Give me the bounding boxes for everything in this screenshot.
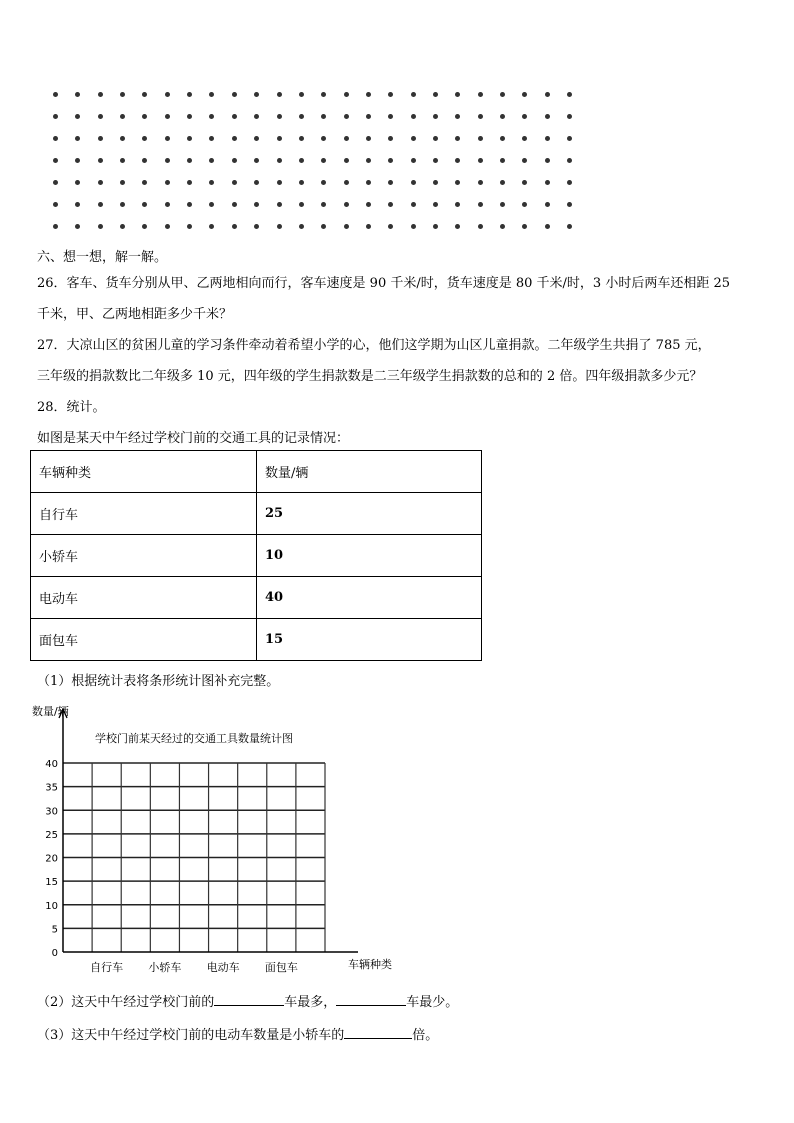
table-row bbox=[31, 493, 482, 535]
question-28-intro: 如图是某天中午经过学校门前的交通工具的记录情况： bbox=[37, 431, 350, 446]
grid-dot bbox=[254, 180, 259, 185]
grid-dot bbox=[545, 224, 550, 229]
grid-dot bbox=[187, 158, 192, 163]
grid-dot bbox=[545, 92, 550, 97]
grid-dot bbox=[455, 136, 460, 141]
grid-dot bbox=[98, 114, 103, 119]
cell-type: 面包车 bbox=[31, 619, 257, 661]
grid-dot bbox=[232, 224, 237, 229]
grid-dot bbox=[165, 224, 170, 229]
grid-dot bbox=[254, 114, 259, 119]
x-tick-label: 面包车 bbox=[264, 961, 298, 974]
answer-blank-least[interactable] bbox=[336, 993, 406, 1006]
grid-dot bbox=[455, 224, 460, 229]
grid-dot bbox=[344, 158, 349, 163]
grid-dot bbox=[142, 158, 147, 163]
sub2-text-b: 车最多， bbox=[284, 995, 337, 1010]
grid-dot bbox=[299, 158, 304, 163]
grid-dot bbox=[142, 114, 147, 119]
grid-dot bbox=[388, 136, 393, 141]
sub2-text-a: （2）这天中午经过学校门前的 bbox=[37, 995, 215, 1010]
grid-dot bbox=[254, 202, 259, 207]
sub3-text-a: （3）这天中午经过学校门前的电动车数量是小轿车的 bbox=[37, 1028, 345, 1043]
grid-dot bbox=[478, 202, 483, 207]
grid-dot bbox=[254, 158, 259, 163]
question-26-line1: 26．客车、货车分别从甲、乙两地相向而行，客车速度是 90 千米/时，货车速度是 80 千米/时，3 小时后两车还相距 25 bbox=[37, 276, 730, 291]
grid-dot bbox=[75, 114, 80, 119]
y-axis-label: 数量/辆 bbox=[32, 705, 69, 718]
grid-dot bbox=[165, 202, 170, 207]
y-tick-label: 20 bbox=[45, 853, 58, 865]
grid-dot bbox=[53, 114, 58, 119]
grid-dot bbox=[455, 114, 460, 119]
grid-dot bbox=[120, 136, 125, 141]
grid-dot bbox=[522, 224, 527, 229]
grid-dot bbox=[388, 180, 393, 185]
grid-dot bbox=[478, 92, 483, 97]
question-27-line2: 三年级的捐款数比二年级多 10 元，四年级的学生捐款数是二三年级学生捐款数的总和的 2 倍。四年级捐款多少元？ bbox=[37, 369, 703, 384]
grid-dot bbox=[344, 202, 349, 207]
sub-question-1: （1）根据统计表将条形统计图补充完整。 bbox=[37, 674, 280, 689]
sub2-text-c: 车最少。 bbox=[406, 995, 459, 1010]
grid-dot bbox=[120, 202, 125, 207]
grid-dot bbox=[455, 180, 460, 185]
grid-dot bbox=[232, 202, 237, 207]
grid-dot bbox=[187, 180, 192, 185]
table-header-row bbox=[31, 451, 482, 493]
grid-dot bbox=[299, 202, 304, 207]
grid-dot bbox=[411, 180, 416, 185]
answer-blank-times[interactable] bbox=[344, 1026, 412, 1039]
grid-dot bbox=[187, 224, 192, 229]
grid-dot bbox=[567, 202, 572, 207]
grid-dot bbox=[277, 180, 282, 185]
grid-dot bbox=[277, 202, 282, 207]
grid-dot bbox=[411, 136, 416, 141]
grid-dot bbox=[321, 136, 326, 141]
grid-dot bbox=[75, 136, 80, 141]
vehicle-table bbox=[30, 450, 482, 661]
grid-dot bbox=[98, 202, 103, 207]
grid-dot bbox=[567, 92, 572, 97]
x-tick-label: 自行车 bbox=[90, 961, 124, 974]
grid-dot bbox=[366, 136, 371, 141]
grid-dot bbox=[545, 158, 550, 163]
sub3-text-b: 倍。 bbox=[412, 1028, 439, 1043]
grid-dot bbox=[433, 136, 438, 141]
grid-dot bbox=[545, 180, 550, 185]
grid-dot bbox=[75, 158, 80, 163]
grid-dot bbox=[187, 136, 192, 141]
cell-type: 小轿车 bbox=[31, 535, 257, 577]
grid-dot bbox=[500, 158, 505, 163]
grid-dot bbox=[299, 92, 304, 97]
grid-dot bbox=[321, 224, 326, 229]
chart-title: 学校门前某天经过的交通工具数量统计图 bbox=[95, 732, 293, 745]
grid-dot bbox=[567, 158, 572, 163]
grid-dot bbox=[411, 114, 416, 119]
grid-dot bbox=[522, 180, 527, 185]
y-tick-label: 25 bbox=[45, 829, 58, 841]
grid-dot bbox=[254, 136, 259, 141]
grid-dot bbox=[567, 114, 572, 119]
grid-dot bbox=[433, 202, 438, 207]
grid-dot bbox=[142, 224, 147, 229]
grid-dot bbox=[411, 158, 416, 163]
grid-dot bbox=[165, 92, 170, 97]
grid-dot bbox=[344, 114, 349, 119]
grid-dot bbox=[75, 224, 80, 229]
grid-dot bbox=[165, 136, 170, 141]
grid-dot bbox=[321, 114, 326, 119]
grid-dot bbox=[98, 224, 103, 229]
grid-dot bbox=[209, 180, 214, 185]
grid-dot bbox=[120, 114, 125, 119]
grid-dot bbox=[277, 136, 282, 141]
table-row bbox=[31, 535, 482, 577]
grid-dot bbox=[232, 92, 237, 97]
grid-dot bbox=[321, 158, 326, 163]
grid-dot bbox=[53, 224, 58, 229]
question-26-line2: 千米，甲、乙两地相距多少千米？ bbox=[37, 307, 233, 322]
grid-dot bbox=[254, 92, 259, 97]
grid-dot bbox=[142, 136, 147, 141]
grid-dot bbox=[187, 92, 192, 97]
grid-dot bbox=[98, 92, 103, 97]
grid-dot bbox=[254, 224, 259, 229]
grid-dot bbox=[232, 136, 237, 141]
grid-dot bbox=[567, 136, 572, 141]
grid-dot bbox=[75, 92, 80, 97]
grid-dot bbox=[98, 180, 103, 185]
grid-dot bbox=[53, 92, 58, 97]
cell-count: 10 bbox=[257, 535, 482, 577]
grid-dot bbox=[388, 158, 393, 163]
y-tick-label: 5 bbox=[51, 924, 58, 936]
y-tick-label: 15 bbox=[45, 877, 58, 889]
grid-dot bbox=[120, 158, 125, 163]
y-tick-label: 40 bbox=[45, 759, 58, 770]
grid-dot bbox=[522, 92, 527, 97]
grid-dot bbox=[388, 92, 393, 97]
grid-dot bbox=[433, 114, 438, 119]
section-title: 六、想一想，解一解。 bbox=[37, 250, 168, 265]
grid-dot bbox=[53, 136, 58, 141]
grid-dot bbox=[567, 180, 572, 185]
grid-dot bbox=[411, 92, 416, 97]
grid-dot bbox=[545, 114, 550, 119]
grid-dot bbox=[299, 114, 304, 119]
y-tick-label: 10 bbox=[45, 900, 58, 912]
grid-dot bbox=[500, 224, 505, 229]
grid-dot bbox=[142, 202, 147, 207]
grid-dot bbox=[120, 180, 125, 185]
grid-dot bbox=[277, 158, 282, 163]
grid-dot bbox=[500, 92, 505, 97]
grid-dot bbox=[277, 224, 282, 229]
grid-dot bbox=[366, 92, 371, 97]
grid-dot bbox=[277, 114, 282, 119]
header-type: 车辆种类 bbox=[31, 451, 257, 493]
bar-chart bbox=[0, 690, 420, 980]
grid-dot bbox=[344, 224, 349, 229]
grid-dot bbox=[433, 180, 438, 185]
grid-dot bbox=[232, 180, 237, 185]
table-row bbox=[31, 619, 482, 661]
grid-dot bbox=[433, 224, 438, 229]
grid-dot bbox=[522, 158, 527, 163]
grid-dot bbox=[522, 114, 527, 119]
grid-dot bbox=[142, 92, 147, 97]
grid-dot bbox=[321, 202, 326, 207]
grid-dot bbox=[142, 180, 147, 185]
grid-dot bbox=[209, 114, 214, 119]
grid-dot bbox=[366, 202, 371, 207]
grid-dot bbox=[455, 158, 460, 163]
grid-dot bbox=[388, 114, 393, 119]
y-tick-label: 0 bbox=[51, 948, 58, 959]
grid-dot bbox=[209, 136, 214, 141]
y-tick-label: 35 bbox=[45, 782, 58, 794]
question-28-title: 28．统计。 bbox=[37, 400, 106, 415]
grid-dot bbox=[187, 202, 192, 207]
grid-dot bbox=[187, 114, 192, 119]
grid-dot bbox=[232, 158, 237, 163]
sub-question-2 bbox=[37, 991, 458, 1010]
cell-type: 自行车 bbox=[31, 493, 257, 535]
grid-dot bbox=[455, 92, 460, 97]
grid-dot bbox=[366, 114, 371, 119]
grid-dot bbox=[478, 136, 483, 141]
grid-dot bbox=[478, 224, 483, 229]
grid-dot bbox=[388, 224, 393, 229]
grid-dot bbox=[75, 202, 80, 207]
grid-dot bbox=[120, 92, 125, 97]
grid-dot bbox=[344, 180, 349, 185]
grid-dot bbox=[53, 158, 58, 163]
grid-dot bbox=[433, 158, 438, 163]
cell-count: 15 bbox=[257, 619, 482, 661]
cell-count: 25 bbox=[257, 493, 482, 535]
grid-dot bbox=[120, 224, 125, 229]
grid-dot bbox=[500, 114, 505, 119]
grid-dot bbox=[411, 224, 416, 229]
grid-dot bbox=[500, 202, 505, 207]
grid-dot bbox=[209, 202, 214, 207]
grid-dot bbox=[522, 136, 527, 141]
grid-dot bbox=[299, 180, 304, 185]
grid-dot bbox=[165, 114, 170, 119]
grid-dot bbox=[321, 92, 326, 97]
grid-dot bbox=[455, 202, 460, 207]
grid-dot bbox=[366, 158, 371, 163]
grid-dot bbox=[232, 114, 237, 119]
grid-dot bbox=[545, 202, 550, 207]
grid-dot bbox=[165, 180, 170, 185]
cell-type: 电动车 bbox=[31, 577, 257, 619]
table-row bbox=[31, 577, 482, 619]
grid-dot bbox=[388, 202, 393, 207]
answer-blank-most[interactable] bbox=[214, 993, 284, 1006]
grid-dot bbox=[366, 180, 371, 185]
grid-dot bbox=[53, 180, 58, 185]
cell-count: 40 bbox=[257, 577, 482, 619]
grid-dot bbox=[299, 136, 304, 141]
y-tick-label: 30 bbox=[45, 806, 58, 818]
grid-dot bbox=[299, 224, 304, 229]
x-tick-label: 电动车 bbox=[206, 961, 240, 974]
grid-dot bbox=[209, 224, 214, 229]
grid-dot bbox=[567, 224, 572, 229]
grid-dot bbox=[209, 92, 214, 97]
grid-dot bbox=[321, 180, 326, 185]
grid-dot bbox=[500, 136, 505, 141]
grid-dot bbox=[53, 202, 58, 207]
grid-dot bbox=[277, 92, 282, 97]
header-count: 数量/辆 bbox=[257, 451, 482, 493]
grid-dot bbox=[209, 158, 214, 163]
grid-dot bbox=[344, 92, 349, 97]
grid-dot bbox=[366, 224, 371, 229]
grid-dot bbox=[500, 180, 505, 185]
grid-dot bbox=[478, 180, 483, 185]
grid-dot bbox=[478, 114, 483, 119]
x-axis-label: 车辆种类 bbox=[348, 958, 392, 971]
grid-dot bbox=[411, 202, 416, 207]
sub-question-3 bbox=[37, 1024, 438, 1043]
grid-dot bbox=[98, 136, 103, 141]
x-tick-label: 小轿车 bbox=[148, 961, 182, 974]
grid-dot bbox=[75, 180, 80, 185]
grid-dot bbox=[98, 158, 103, 163]
grid-dot bbox=[433, 92, 438, 97]
grid-dot bbox=[545, 136, 550, 141]
grid-dot bbox=[478, 158, 483, 163]
grid-dot bbox=[165, 158, 170, 163]
grid-dot bbox=[522, 202, 527, 207]
grid-dot bbox=[344, 136, 349, 141]
question-27-line1: 27．大凉山区的贫困儿童的学习条件牵动着希望小学的心，他们这学期为山区儿童捐款。二年级学生共捐了 785 元， bbox=[37, 338, 711, 353]
